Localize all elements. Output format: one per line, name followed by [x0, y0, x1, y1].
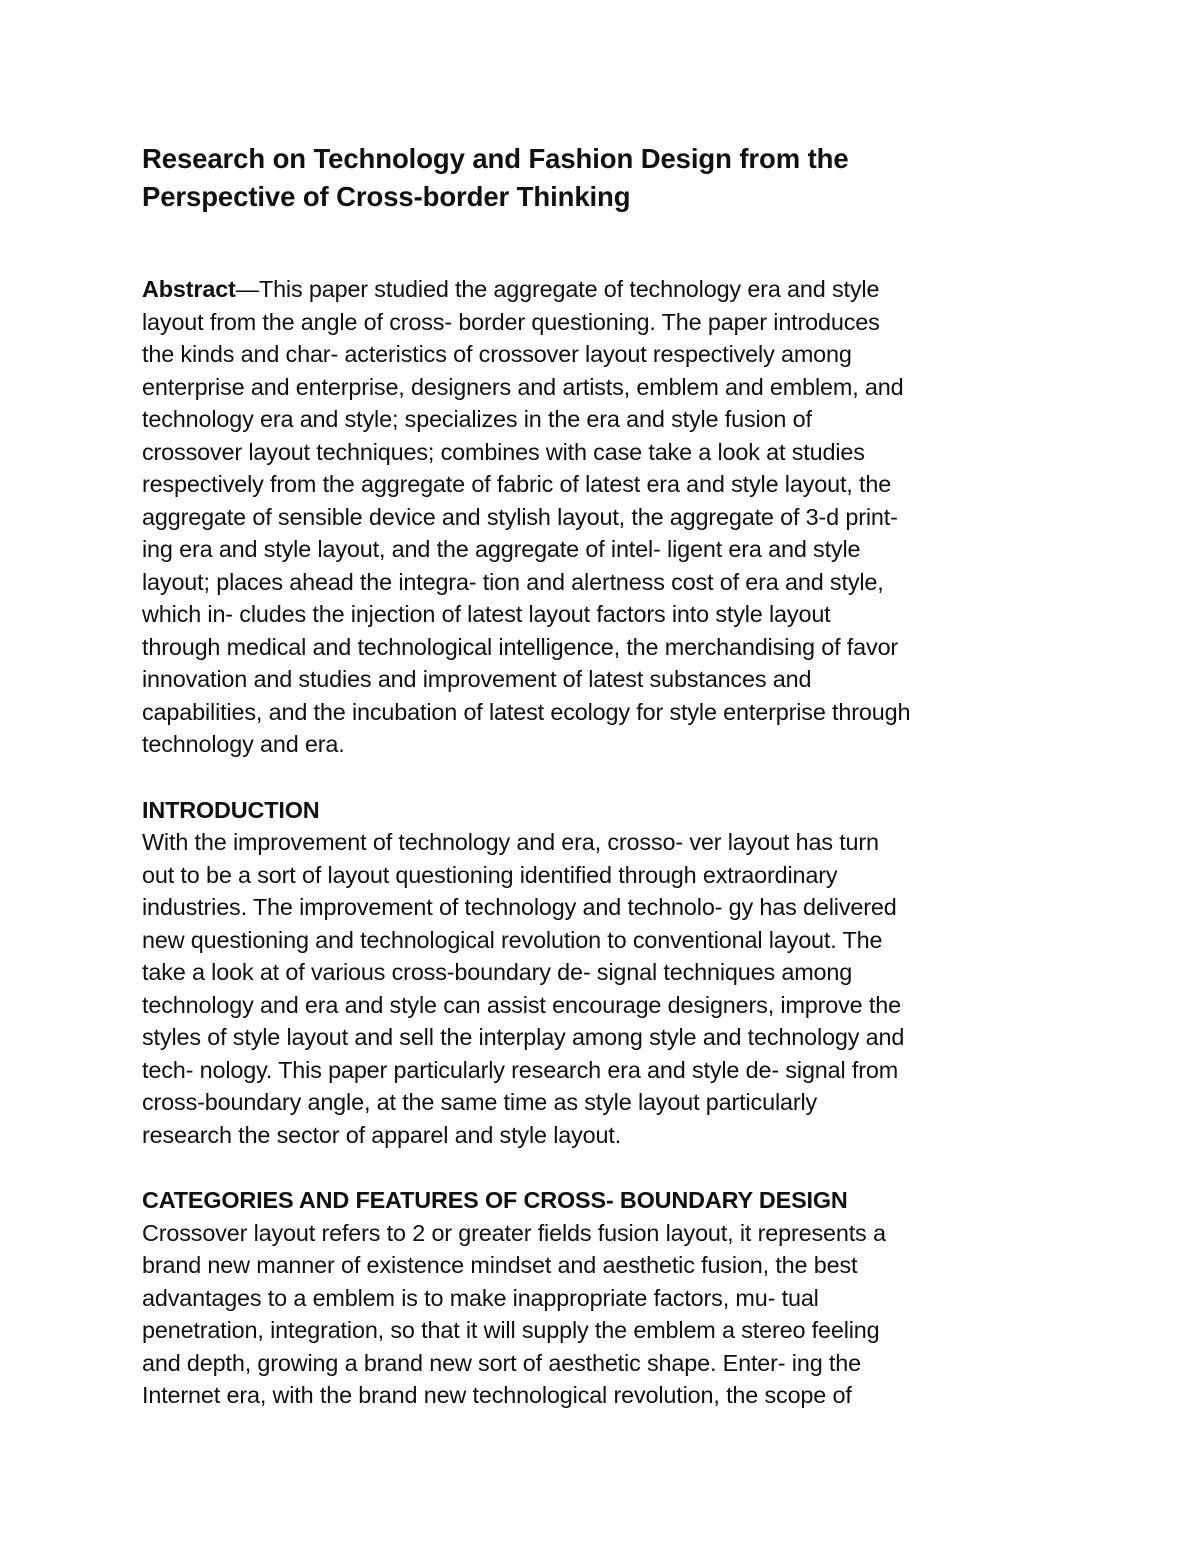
- introduction-line: tech- nology. This paper particularly research era and style de- signal from: [142, 1056, 899, 1083]
- categories-line: penetration, integration, so that it will supply the emblem a stereo feeling: [142, 1317, 880, 1343]
- abstract-line: technology era and style; specializes in the era and style fusion of: [142, 406, 812, 432]
- abstract-line: respectively from the aggregate of fabric of latest era and style layout, the: [142, 471, 892, 497]
- introduction-line: research the sector of apparel and style layout.: [142, 1121, 622, 1148]
- title-line: Research on Technology and Fashion Design from the: [142, 143, 849, 174]
- abstract-line: which in- cludes the injection of latest layout factors into style layout: [142, 601, 831, 627]
- abstract-line: crossover layout techniques; combines with case take a look at studies: [142, 438, 865, 465]
- categories-line: Crossover layout refers to 2 or greater fields fusion layout, it represents a: [142, 1219, 886, 1246]
- categories-line: Internet era, with the brand new technological revolution, the scope of: [142, 1382, 852, 1408]
- abstract-line: through medical and technological intelligence, the merchandising of favor: [142, 633, 899, 660]
- categories-line: and depth, growing a brand new sort of aesthetic shape. Enter- ing the: [142, 1349, 861, 1376]
- abstract-line: enterprise and enterprise, designers and artists, emblem and emblem, and: [142, 373, 904, 400]
- introduction-line: cross-boundary angle, at the same time as style layout particularly: [142, 1089, 818, 1115]
- introduction-line: take a look at of various cross-boundary de- signal techniques among: [142, 959, 853, 985]
- abstract-line: layout from the angle of cross- border questioning. The paper introduces: [142, 308, 880, 335]
- introduction-line: technology and era and style can assist encourage designers, improve the: [142, 991, 901, 1018]
- categories-section: [142, 1184, 1082, 1412]
- categories-heading: CATEGORIES AND FEATURES OF CROSS- BOUNDARY DESIGN: [142, 1187, 848, 1213]
- abstract-line: capabilities, and the incubation of latest ecology for style enterprise through: [142, 698, 911, 725]
- paper-title: [142, 140, 1082, 216]
- introduction-line: new questioning and technological revolution to conventional layout. The: [142, 926, 883, 953]
- introduction-line: With the improvement of technology and era, crosso- ver layout has turn: [142, 829, 879, 855]
- abstract-first-line: [142, 273, 1082, 306]
- introduction-line: styles of style layout and sell the interplay among style and technology and: [142, 1024, 905, 1050]
- categories-line: brand new manner of existence mindset and aesthetic fusion, the best: [142, 1252, 858, 1278]
- abstract-line: ing era and style layout, and the aggregate of intel- ligent era and style: [142, 536, 861, 562]
- introduction-heading: INTRODUCTION: [142, 796, 320, 823]
- introduction-line: industries. The improvement of technology and technolo- gy has delivered: [142, 894, 897, 920]
- categories-line: advantages to a emblem is to make inappropriate factors, mu- tual: [142, 1284, 819, 1311]
- abstract-section: [142, 273, 1082, 761]
- introduction-section: [142, 794, 1082, 1152]
- title-line: Perspective of Cross-border Thinking: [142, 181, 631, 212]
- abstract-line: This paper studied the aggregate of technology era and style: [258, 276, 880, 302]
- introduction-line: out to be a sort of layout questioning identified through extraordinary: [142, 861, 838, 888]
- abstract-line: layout; places ahead the integra- tion and alertness cost of era and style,: [142, 568, 884, 595]
- abstract-line: technology and era.: [142, 731, 345, 757]
- abstract-line: the kinds and char- acteristics of crossover layout respectively among: [142, 341, 852, 367]
- paper-page: [142, 140, 1082, 1412]
- abstract-line: aggregate of sensible device and stylish layout, the aggregate of 3-d print-: [142, 503, 898, 530]
- abstract-line: innovation and studies and improvement of latest substances and: [142, 666, 812, 692]
- abstract-label: Abstract: [142, 276, 236, 302]
- abstract-dash: —: [235, 276, 259, 302]
